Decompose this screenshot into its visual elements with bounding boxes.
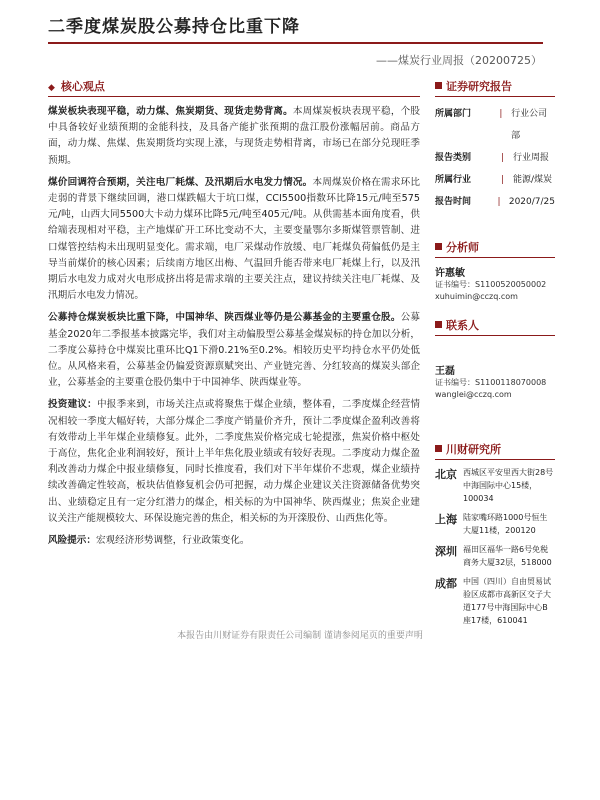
report-title: 二季度煤炭股公募持仓比重下降 <box>48 17 300 37</box>
analyst-heading: 分析师 <box>435 239 555 258</box>
institute-heading: 川财研究所 <box>435 441 555 460</box>
square-icon <box>435 82 442 89</box>
office-shanghai: 上海 陆家嘴环路1000号恒生大厦11楼，200120 <box>435 513 548 535</box>
info-row: 报告类别 | 行业周报 <box>435 153 550 163</box>
square-icon <box>435 445 442 452</box>
square-icon <box>435 243 442 250</box>
info-row: 所属部门 | 行业公司部 <box>435 109 548 141</box>
contact-email[interactable]: wanglei@cczq.com <box>435 390 512 399</box>
office-shenzhen: 深圳 福田区福华一路6号免税商务大厦32层，518000 <box>435 545 552 567</box>
core-rule <box>48 96 420 97</box>
page-footer: 本报告由川财证券有限责任公司编制 谨请参阅尾页的重要声明 <box>177 631 423 641</box>
paragraph-funds: 公募持仓煤炭板块比重下降，中国神华、陕西煤业等仍是公募基金的主要重仓股。公募基金2020年二季报基本披露完毕，我们对主动偏股型公募基金煤炭标的持仓加以分析，二季度公募持仓中煤炭比重环比Q1下滑0.21%至0.2%。相较历史平均持仓水平仍处低位。从风格来看，公募基金仍偏爱资源禀赋突出、产业链完善、分红较高的煤炭头部企业，公募基金的主要重仓股仍集中于中国神华、陕西煤业等。 <box>48 312 421 389</box>
analyst-name: 许惠敏 <box>435 268 465 279</box>
office-chengdu: 成都 中国（四川）自由贸易试验区成都市高新区交子大道177号中海国际中心B座17楼，610041 <box>435 577 551 625</box>
analyst-cert: 证书编号：S1100520050002 <box>435 280 547 289</box>
square-icon <box>435 321 442 328</box>
info-row: 报告时间 | 2020/7/25 <box>435 197 555 207</box>
report-subtitle: ——煤炭行业周报（20200725） <box>376 54 542 67</box>
contact-heading: 联系人 <box>435 317 555 336</box>
paragraph-risk: 风险提示：宏观经济形势调整，行业政策变化。 <box>48 535 250 547</box>
office-beijing: 北京 西城区平安里西大街28号中海国际中心15楼，100034 <box>435 468 554 503</box>
paragraph-advice: 投资建议：中报季来到，市场关注点或将聚焦于煤企业绩，整体看，二季度煤企经营情况相较一季度大幅好转，大部分煤企二季度产销量价齐升，预计二季度煤企盈利改善将有效带动上半年煤企业绩修复。此外，二季度焦炭价格完成七轮提涨，焦炭价格中枢处于高位，焦化企业利润较好，预计上半年焦化股业绩或有较好表现。二季度动力煤企盈利改善动力煤企中报业绩修复，同时长推度看，我们对下半年煤价不悲观，煤企业绩持续改善确定性较高，板块估值修复机会仍可把握，动力煤企业建议关注资源储备优势突出、业绩稳定且有一定分红潜力的煤企，相关标的为中国神华、陕西煤业；焦炭企业建议关注产能规模较大、环保设施完善的焦企，相关标的为开滦股份、山西焦化等。 <box>48 399 421 524</box>
paragraph-board: 煤炭板块表现平稳，动力煤、焦炭期货、现货走势背离。本周煤炭板块表现平稳，个股中具备较好业绩预期的金能科技，及具备产能扩张预期的盘江股份涨幅居前。商品方面，动力煤、焦煤、焦炭期货均实现上涨，与现货走势相背离，市场已在部分兑现旺季预期。 <box>48 106 421 166</box>
paragraph-price: 煤价回调符合预期，关注电厂耗煤、及汛期后水电发力情况。本周煤炭价格在需求环比走弱的背景下继续回调，港口煤跌幅大于坑口煤，CCI5500指数环比降15元/吨至575元/吨，山西大同5500大卡动力煤环比降5元/吨至405元/吨。从供需基本面角度看，供给端表现相对平稳，主产地煤矿开工环比变动不大，主要变量鄂尔多斯煤管票管制、进口煤管控结构未出现明显变化。需求端，电厂采煤动作放缓、电厂耗煤负荷偏低仍是主导当前煤价的核心因素；后续南方地区出梅、气温回升能否带来电厂耗煤上行，以及汛期后水电发力成对火电形成挤出将是需求端的主要关注点，建议持续关注电厂耗煤、及汛期后水电发力情况。 <box>48 176 421 302</box>
report-info-heading: 证券研究报告 <box>435 78 555 97</box>
core-heading: ◆ 核心观点 <box>48 80 105 93</box>
core-section <box>48 78 420 555</box>
analyst-email[interactable]: xuhuimin@cczq.com <box>435 292 518 301</box>
diamond-icon: ◆ <box>48 83 55 93</box>
contact-name: 王磊 <box>435 366 455 377</box>
info-row: 所属行业 | 能源/煤炭 <box>435 175 553 185</box>
contact-cert: 证书编号：S1100118070008 <box>435 378 547 387</box>
sidebar <box>435 78 555 633</box>
title-rule <box>48 42 543 44</box>
